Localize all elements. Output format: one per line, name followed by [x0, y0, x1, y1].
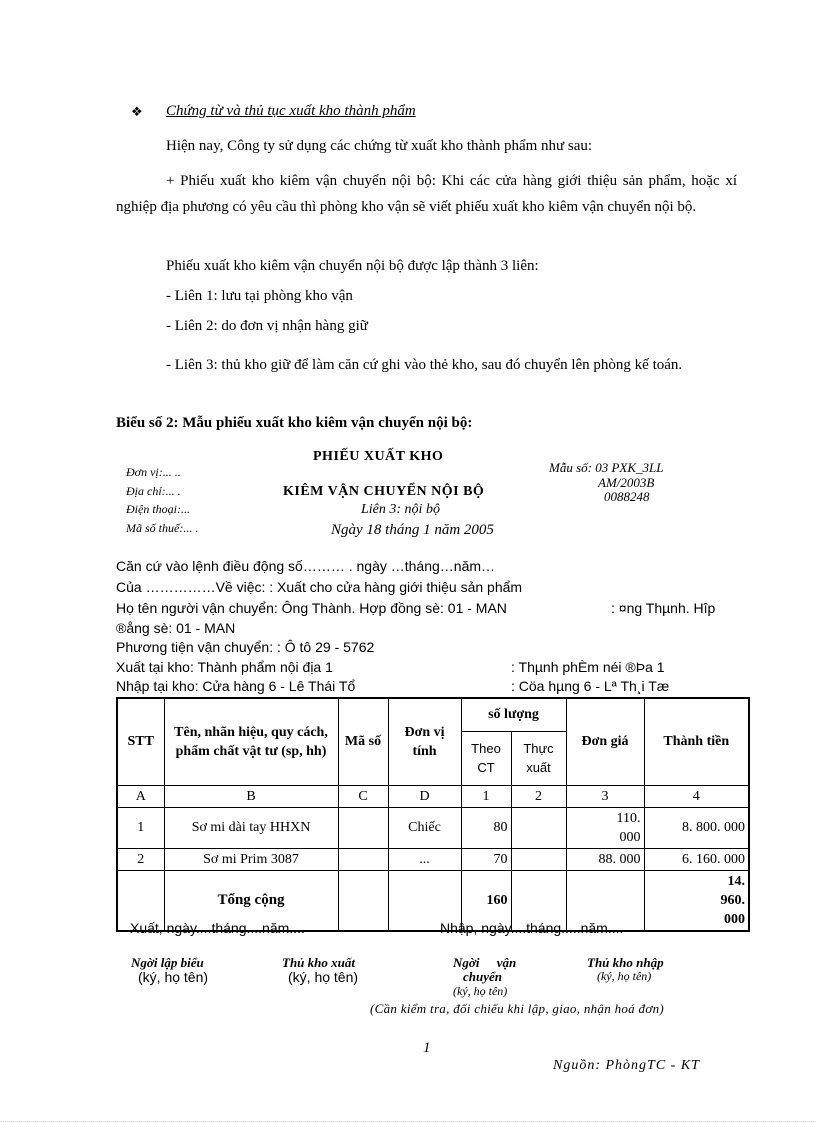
- form-subtitle: KIÊM VẬN CHUYỂN NỘI BỘ: [283, 484, 485, 499]
- form-title: PHIẾU XUẤT KHO: [313, 449, 444, 464]
- field-dia-chi: Địa chỉ:... .: [126, 484, 181, 498]
- form-line-can-cu: Căn cứ vào lệnh điều động số……… . ngày …tháng…năm…: [116, 558, 496, 574]
- field-don-vi: Đơn vị:... ..: [126, 465, 181, 479]
- lien-3: - Liên 3: thủ kho giữ để làm căn cứ ghi vào thẻ kho, sau đó chuyển lên phòng kế toán.: [166, 357, 683, 373]
- row-don-gia: 88. 000: [566, 848, 644, 870]
- row-name: Sơ mi Prim 3087: [164, 848, 338, 870]
- sig-van-chuyen-title: Ngời vận: [453, 955, 517, 970]
- row-thanh-tien: 6. 160. 000: [644, 848, 749, 870]
- row-theo: 70: [461, 848, 511, 870]
- row-don-gia: 110. 000: [566, 807, 644, 848]
- bullet-icon: ❖: [131, 104, 143, 119]
- total-label: Tổng cộng: [164, 870, 338, 931]
- row-theo: 80: [461, 807, 511, 848]
- sig-lap-bieu-sub: (ký, họ tên): [138, 969, 209, 985]
- code-cell: 3: [566, 785, 644, 807]
- page-number: 1: [423, 1040, 431, 1056]
- paragraph-lien: Phiếu xuất kho kiêm vận chuyển nội bộ được lập thành 3 liên:: [166, 258, 539, 274]
- code-cell: 4: [644, 785, 749, 807]
- sig-van-chuyen-sub: (ký, họ tên): [453, 984, 508, 998]
- paragraph-intro: Hiện nay, Công ty sử dụng các chứng từ xuất kho thành phẩm như sau:: [166, 138, 593, 154]
- field-ma-so-thue: Mã số thuế:... .: [126, 521, 199, 535]
- table-row: [117, 807, 749, 848]
- lien-2: - Liên 2: do đơn vị nhận hàng giữ: [166, 318, 368, 334]
- form-mau-so: Mẫu số: 03 PXK_3LL: [549, 460, 664, 475]
- form-code-2: 0088248: [604, 489, 650, 504]
- total-amount: 14. 960. 000: [644, 870, 749, 931]
- header-ma-so: Mã số: [338, 698, 388, 785]
- signature-note: (Cần kiểm tra, đối chiếu khi lập, giao, nhận hoá đơn): [370, 1001, 664, 1016]
- sig-van-chuyen-title-2: chuyển: [463, 969, 502, 984]
- row-stt: 2: [117, 848, 164, 870]
- figure-caption: Biểu số 2: Mẫu phiếu xuất kho kiêm vận chuyển nội bộ:: [116, 415, 473, 431]
- sig-thu-kho-nhap-sub: (ký, họ tên): [597, 969, 652, 983]
- header-don-vi: Đơn vị tính: [388, 698, 461, 785]
- form-line-nhap-kho: Nhập tại kho: Cửa hàng 6 - Lê Thái Tổ: [116, 678, 356, 694]
- code-cell: C: [338, 785, 388, 807]
- form-date: Ngày 18 tháng 1 năm 2005: [331, 522, 494, 538]
- form-line-nguoi-van-chuyen: Họ tên người vận chuyển: Ông Thành. Hợp đồng sè: 01 - MAN: [116, 600, 507, 616]
- row-thuc: [511, 807, 566, 848]
- section-heading: Chứng từ và thủ tục xuất kho thành phẩm: [166, 103, 416, 119]
- field-dien-thoai: Điện thoại:...: [126, 502, 190, 516]
- paragraph-phieu-xuat: + Phiếu xuất kho kiêm vận chuyển nội bộ: Khi các cửa hàng giới thiệu sản phẩm, hoặc xí nghiệp địa phương có yêu cầu thì phòng kho vận sẽ viết phiếu xuất kho kiêm vận chuyển nội bộ.: [116, 173, 737, 215]
- row-name: Sơ mi dài tay HHXN: [164, 807, 338, 848]
- page-bottom-rule: [0, 1121, 816, 1122]
- header-theo-ct: Theo CT: [461, 731, 511, 785]
- code-cell: D: [388, 785, 461, 807]
- form-lien: Liên 3: nội bộ: [361, 502, 440, 517]
- lien-1: - Liên 1: lưu tại phòng kho vận: [166, 288, 353, 304]
- xuat-date: Xuất, ngày....tháng....năm....: [130, 920, 305, 936]
- sig-thu-kho-xuat-sub: (ký, họ tên): [288, 969, 359, 985]
- header-name: Tên, nhãn hiệu, quy cách, phẩm chất vật tư (sp, hh): [164, 698, 338, 785]
- code-cell: B: [164, 785, 338, 807]
- form-line-xuat-kho: Xuất tại kho: Thành phẩm nội địa 1: [116, 659, 333, 675]
- code-cell: A: [117, 785, 164, 807]
- header-don-gia: Đơn giá: [566, 698, 644, 785]
- row-thanh-tien: 8. 800. 000: [644, 807, 749, 848]
- row-stt: 1: [117, 807, 164, 848]
- total-empty: [338, 870, 388, 931]
- form-line-nguoi-van-chuyen-garbled: : ¤ng Thµnh. Hîp: [611, 600, 716, 616]
- code-cell: 1: [461, 785, 511, 807]
- total-qty: 160: [461, 870, 511, 931]
- items-table: [116, 697, 750, 932]
- sig-thu-kho-xuat-title: Thủ kho xuất: [282, 955, 355, 970]
- header-so-luong: số lượng: [461, 698, 566, 731]
- nhap-date: Nhập, ngày....tháng.....năm....: [440, 920, 624, 936]
- row-dv: Chiếc: [388, 807, 461, 848]
- header-thuc-xuat: Thực xuất: [511, 731, 566, 785]
- code-cell: 2: [511, 785, 566, 807]
- sig-thu-kho-nhap-title: Thủ kho nhập: [587, 955, 664, 970]
- row-thuc: [511, 848, 566, 870]
- table-row: [117, 848, 749, 870]
- form-line-cua: Của ……………Về việc: : Xuất cho cửa hàng giới thiệu sản phẩm: [116, 579, 523, 595]
- form-line-xuat-kho-garbled: : Thµnh phÈm néi ®Þa 1: [511, 659, 665, 675]
- form-line-phuong-tien: Phương tiện vận chuyển: : Ô tô 29 - 5762: [116, 639, 375, 655]
- sig-lap-bieu-title: Ngời lập biểu: [131, 955, 204, 970]
- source-note: Nguồn: PhòngTC - KT: [553, 1058, 700, 1073]
- header-thanh-tien: Thành tiền: [644, 698, 749, 785]
- row-dv: ...: [388, 848, 461, 870]
- form-line-nhap-kho-garbled: : Cöa hµng 6 - Lª Th¸i Tæ: [511, 678, 670, 694]
- form-line-hop-dong: ®ång sè: 01 - MAN: [116, 620, 236, 636]
- row-ma: [338, 807, 388, 848]
- header-stt: STT: [117, 698, 164, 785]
- form-code-1: AM/2003B: [598, 475, 655, 490]
- row-ma: [338, 848, 388, 870]
